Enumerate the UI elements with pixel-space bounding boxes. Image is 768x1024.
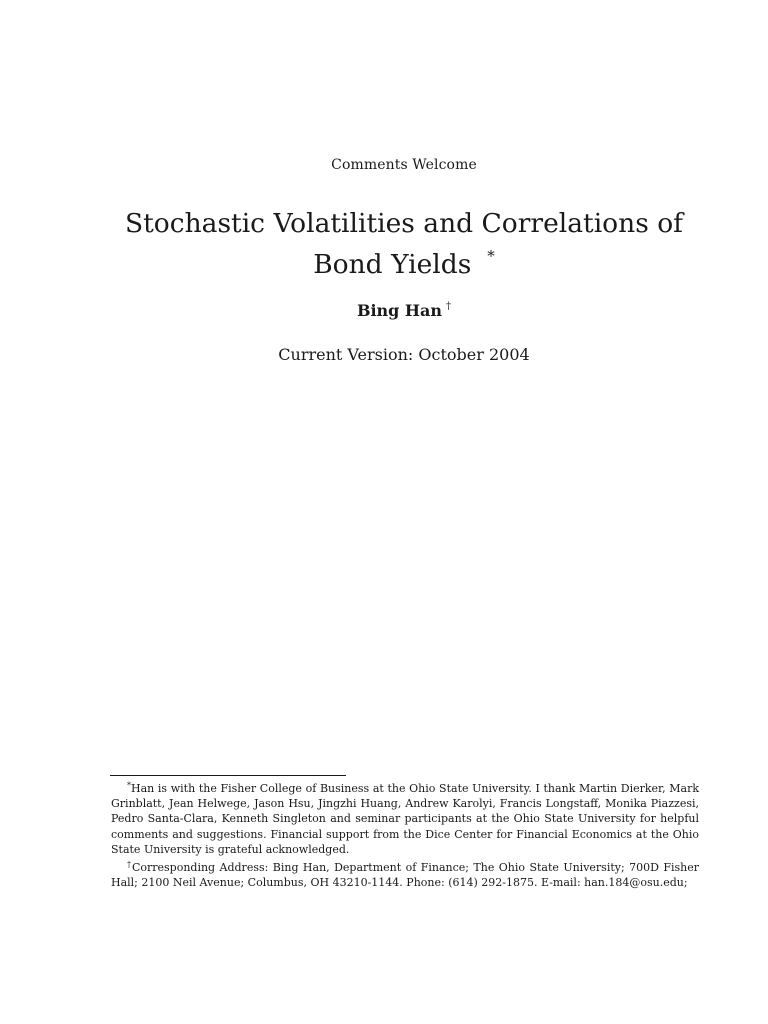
- version-date: Current Version: October 2004: [278, 345, 530, 364]
- author-line: [0, 301, 768, 320]
- comments-welcome-note: Comments Welcome: [331, 157, 477, 173]
- paper-title: [110, 207, 698, 281]
- author-name: Bing Han: [356, 301, 443, 320]
- footnote-1-text: Han is with the Fisher College of Business at the Ohio State University. I thank Martin Dierker, Mark Grinblatt, Jean Helwege, Jason Hsu, Jingzhi Huang, Andrew Karolyi, Francis Longstaff, Monika Piazzesi, Pedro Santa-Clara, Kenneth Singleton and seminar participants at the Ohio State University for helpful comments and suggestions. Financial support from the Dice Center for Financial Economics at the Ohio State University is grateful acknowledged.: [111, 782, 699, 856]
- footnote-affiliation: [111, 778, 699, 857]
- title-line-1: Stochastic Volatilities and Correlations of: [124, 208, 683, 239]
- footnote-1-mark: *: [127, 781, 131, 790]
- footnote-rule: [110, 775, 346, 776]
- title-footnote-mark: *: [487, 247, 495, 265]
- footnote-2-mark: †: [127, 860, 132, 870]
- footnote-contact: [111, 857, 699, 890]
- footnotes: [111, 778, 699, 890]
- author-footnote-mark: †: [446, 301, 452, 312]
- title-line-2: Bond Yields: [313, 249, 472, 280]
- footnote-2-text: Corresponding Address: Bing Han, Department of Finance; The Ohio State University; 700D Fisher Hall; 2100 Neil Avenue; Columbus, OH 43210-1144. Phone: (614) 292-1875. E-mail: han.184@osu.edu;: [111, 861, 700, 890]
